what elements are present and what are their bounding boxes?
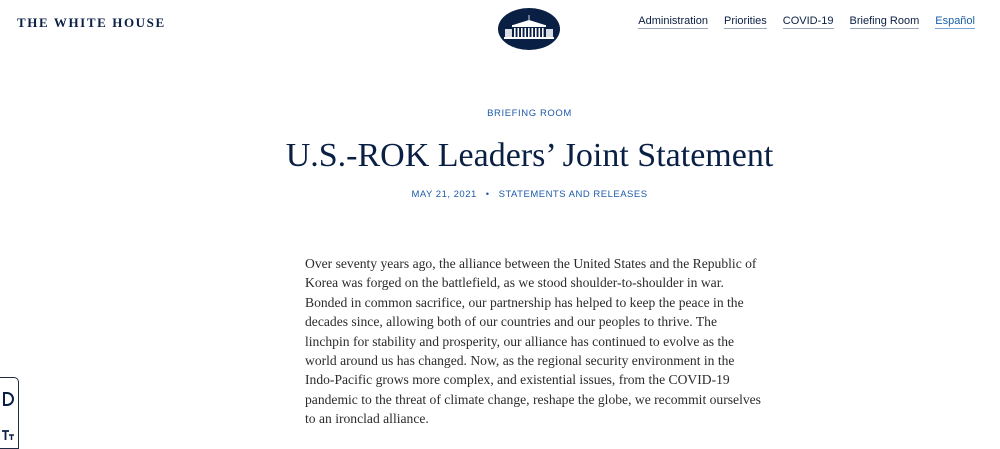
nav-covid-19[interactable]: COVID-19 <box>782 15 834 27</box>
site-header <box>0 0 1000 60</box>
briefing-room-kicker-link[interactable]: BRIEFING ROOM <box>487 108 572 119</box>
nav-briefing-room[interactable]: Briefing Room <box>849 15 920 27</box>
publish-date: MAY 21, 2021 <box>411 189 477 200</box>
nav-administration[interactable]: Administration <box>638 15 708 27</box>
dark-mode-toggle[interactable] <box>0 386 17 412</box>
nav-espanol[interactable]: Español <box>935 15 975 27</box>
article-paragraph: Over seventy years ago, the alliance between the United States and the Republic of Korea was forged on the battlefield, as we stood shoulder-to-shoulder in war. Bonded in common sacrifice, our partnership has helped to keep the peace in the decades since, allowing both of our countries and our peoples to thrive. The linchpin for stability and prosperity, our alliance has continued to evolve as the world around us has changed. Now, as the regional security environment in the Indo-Pacific grows more complex, and existential issues, from the COVID-19 pandemic to the threat of climate change, reshape the globe, we recommit ourselves to an ironclad alliance. <box>305 256 761 427</box>
main-nav <box>638 15 975 29</box>
nav-priorities[interactable]: Priorities <box>723 15 767 27</box>
category-link[interactable]: STATEMENTS AND RELEASES <box>498 189 648 200</box>
site-title-link[interactable]: THE WHITE HOUSE <box>17 15 166 30</box>
text-size-icon <box>1 429 15 441</box>
white-house-seal-icon[interactable] <box>498 8 560 50</box>
accessibility-toolbar <box>0 377 19 449</box>
text-size-toggle[interactable] <box>0 422 17 448</box>
meta-separator: • <box>485 189 490 200</box>
contrast-icon <box>2 392 14 406</box>
article-meta <box>0 189 1000 200</box>
page-title: U.S.-ROK Leaders’ Joint Statement <box>285 137 774 174</box>
